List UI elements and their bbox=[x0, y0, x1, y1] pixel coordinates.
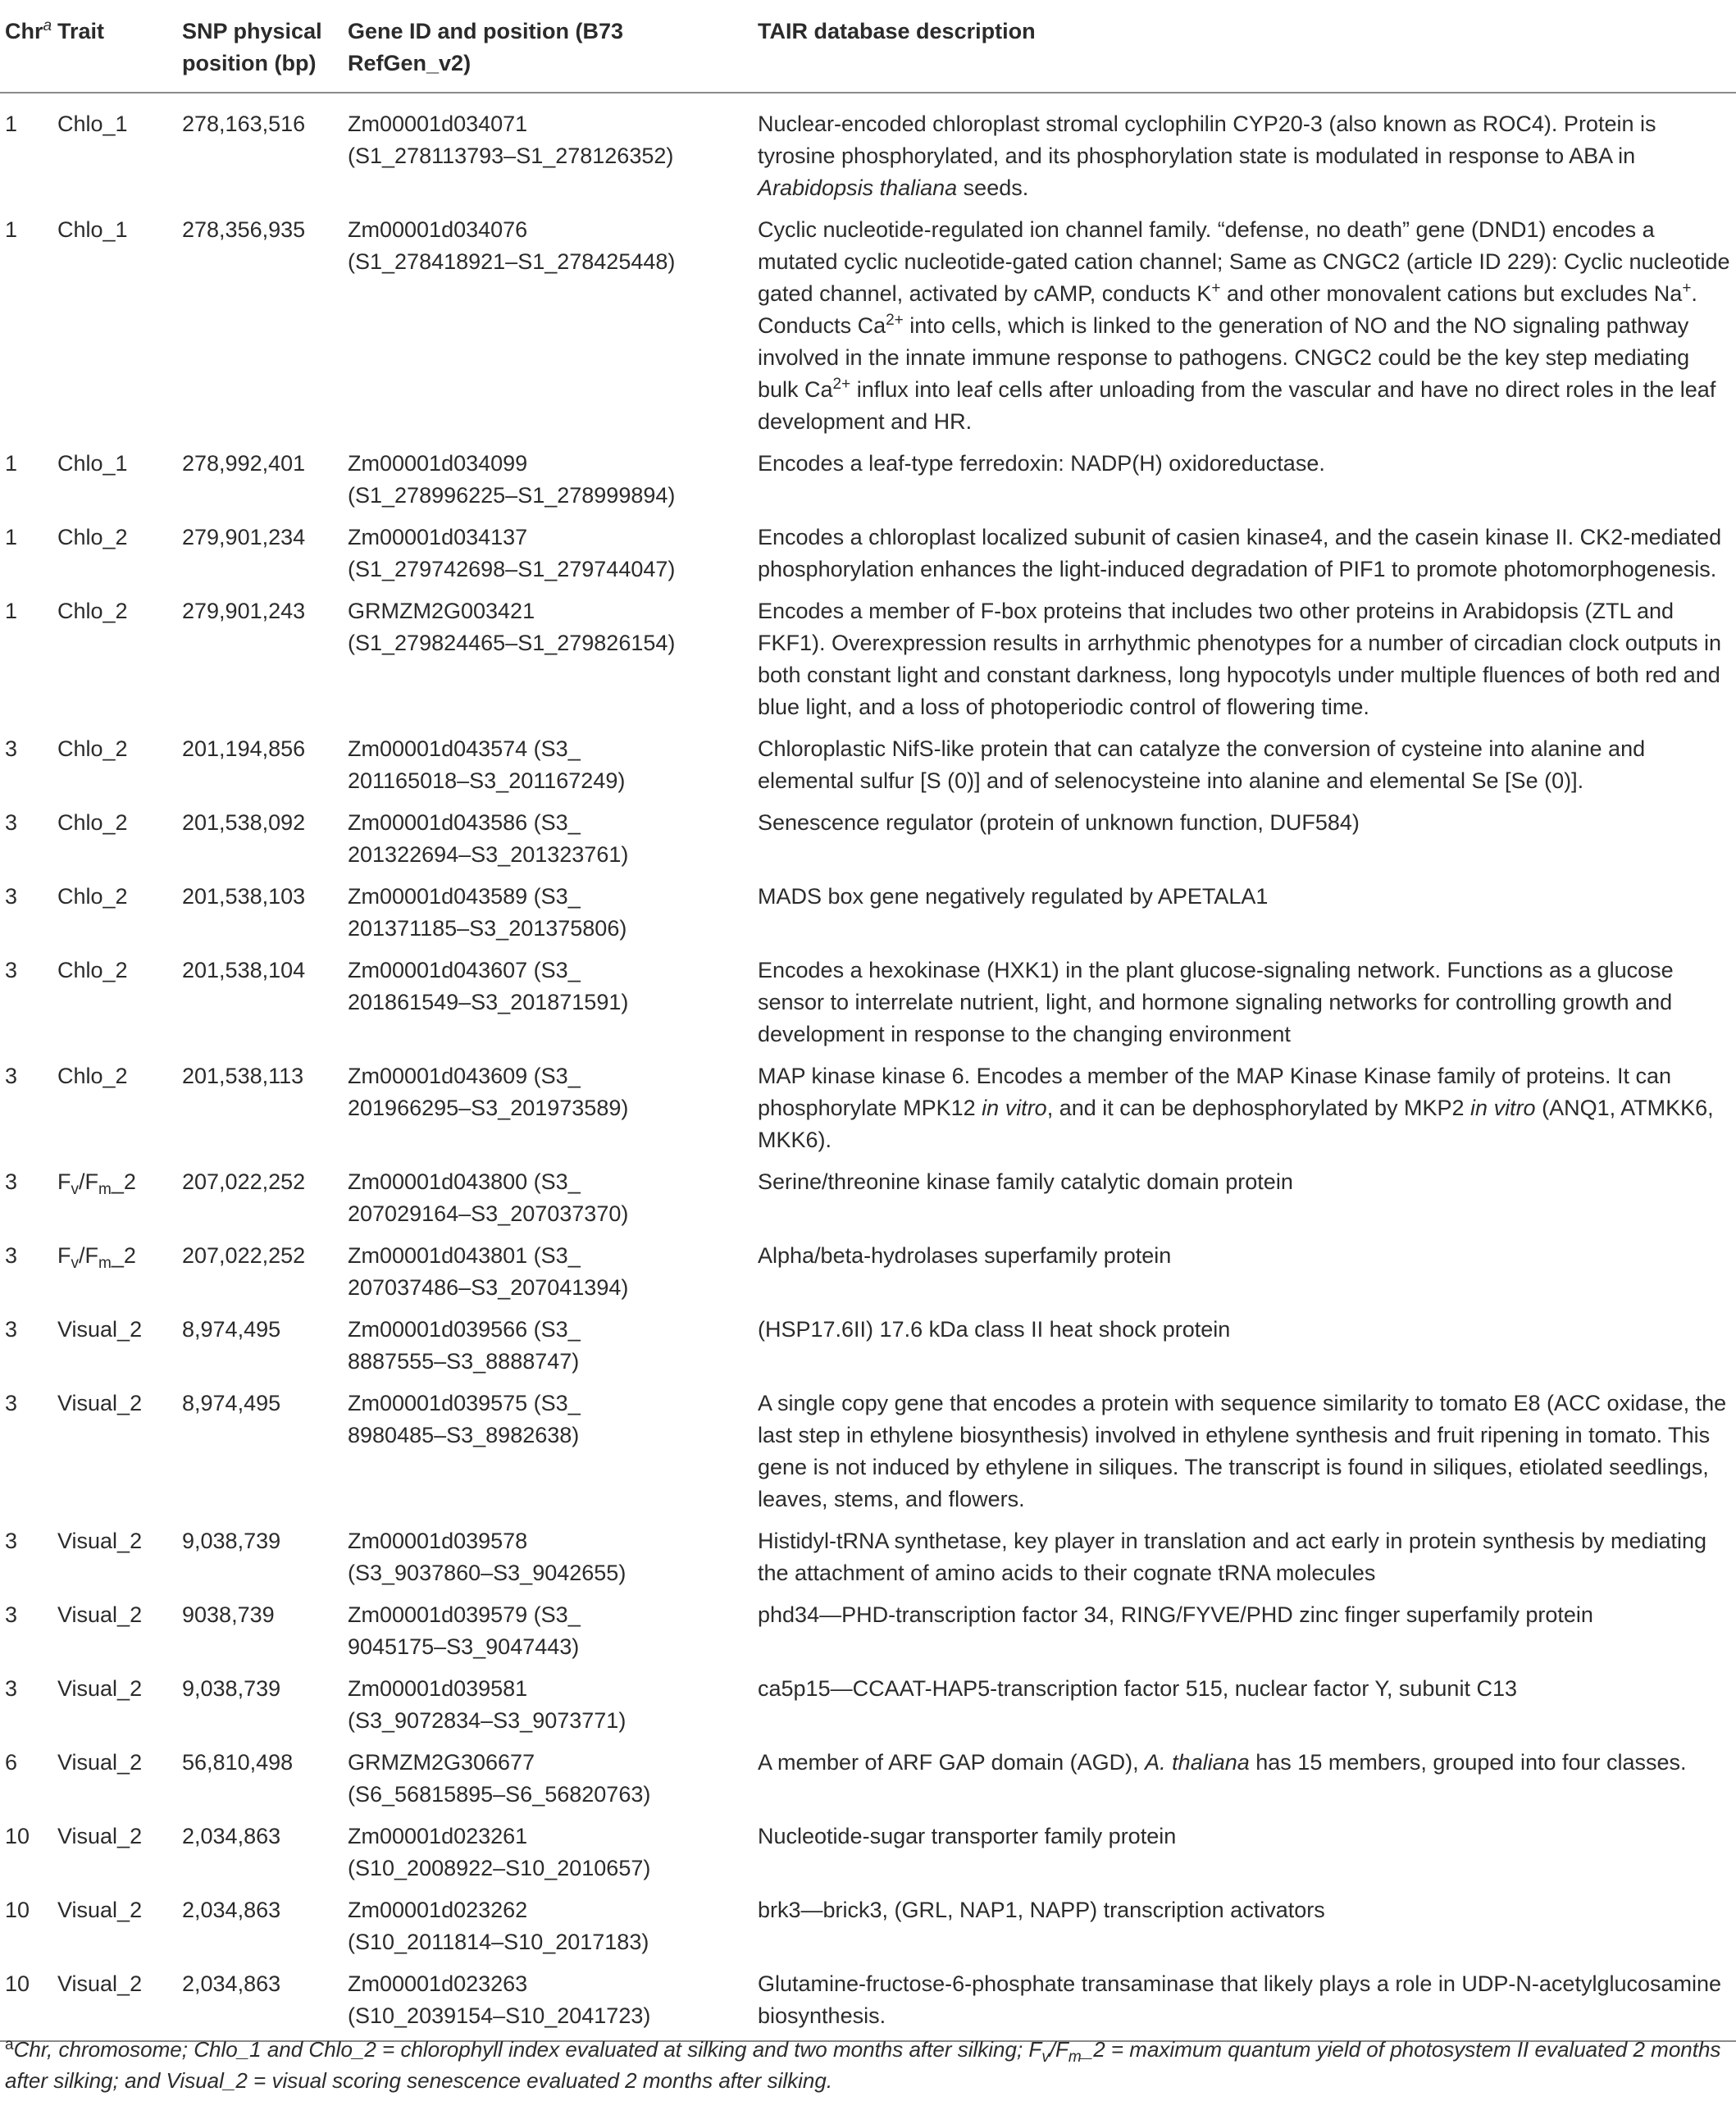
gene-position: (S10_2039154–S10_2041723) bbox=[348, 2003, 651, 2028]
gene-position: (S1_279824465–S1_279826154) bbox=[348, 631, 676, 655]
cell-description: MAP kinase kinase 6. Encodes a member of the MAP Kinase Kinase family of proteins. It can phosphorylate MPK12 in vitro, and it can be dephosphorylated by MKP2 in vitro (ANQ1, ATMKK6, MKK6). bbox=[758, 1064, 1714, 1152]
cell-chr: 3 bbox=[5, 1064, 18, 1088]
cell-chr: 1 bbox=[5, 525, 18, 549]
gene-position: 9045175–S3_9047443) bbox=[348, 1634, 580, 1659]
gene-position: 8980485–S3_8982638) bbox=[348, 1423, 580, 1447]
cell-description: Encodes a chloroplast localized subunit of casien kinase4, and the casein kinase II. CK2-mediated phosphorylation enhances the light-induced degradation of PIF1 to promote photomorphogenesis. bbox=[758, 525, 1722, 581]
gene-id: Zm00001d043574 (S3_ bbox=[348, 736, 581, 761]
cell-gene bbox=[341, 1599, 751, 1673]
cell-description: MADS box gene negatively regulated by APETALA1 bbox=[758, 884, 1269, 909]
cell-trait: Chlo_1 bbox=[57, 217, 128, 242]
cell-chr: 1 bbox=[5, 599, 18, 623]
cell-chr: 3 bbox=[5, 1317, 18, 1342]
gene-position: (S10_2011814–S10_2017183) bbox=[348, 1930, 649, 1954]
cell-trait: Chlo_2 bbox=[57, 884, 128, 909]
cell-description: Cyclic nucleotide-regulated ion channel family. “defense, no death” gene (DND1) encodes a mutated cyclic nucleotide-gated cation channel; Same as CNGC2 (article ID 229): Cyclic nucleotide gated channel, activated by cAMP, conducts K+ and other monovalent cations but excludes Na+. Conducts $Ca^{2+}$ into cells, which is linked to the generation of NO and the NO signaling pathway involved in the innate immune response to pathogens. CNGC2 could be the key step mediating bulk $Ca^{2+}$ influx into leaf cells after unloading from the vascular and have no direct roles in the leaf development and HR. bbox=[758, 217, 1730, 434]
table-row bbox=[0, 1821, 1736, 1894]
gene-id: Zm00001d023261 bbox=[348, 1824, 528, 1848]
cell-chr: 3 bbox=[5, 810, 18, 835]
table-row bbox=[0, 1673, 1736, 1747]
cell-snp-position: 2,034,863 bbox=[175, 1968, 341, 2041]
cell-chr: 3 bbox=[5, 1676, 18, 1701]
gene-position: (S1_278418921–S1_278425448) bbox=[348, 249, 676, 274]
table-row bbox=[0, 955, 1736, 1060]
cell-gene bbox=[341, 1821, 751, 1894]
gene-position: (S10_2008922–S10_2010657) bbox=[348, 1856, 651, 1880]
cell-chr: 10 bbox=[5, 1824, 30, 1848]
cell-chr: 3 bbox=[5, 884, 18, 909]
table-footnote: $^a$Chr, chromosome; Chlo_1 and Chlo_2 = chlorophyll index evaluated at silking and two months after silking; $F_v/F_m\_2$ = maximum quantum yield of photosystem II evaluated 2 months after silking; and Visual_2 = visual scoring senescence evaluated 2 months after silking. bbox=[5, 2036, 1721, 2093]
cell-gene bbox=[341, 93, 751, 214]
cell-trait: Visual_2 bbox=[57, 1824, 143, 1848]
gene-position: 201371185–S3_201375806) bbox=[348, 916, 627, 941]
table-row bbox=[0, 1388, 1736, 1525]
cell-trait: Visual_2 bbox=[57, 1529, 143, 1553]
cell-description: Encodes a hexokinase (HXK1) in the plant glucose-signaling network. Functions as a glucose sensor to interrelate nutrient, light, and hormone signaling networks for controlling growth and development in response to the changing environment bbox=[758, 958, 1674, 1046]
gene-id: Zm00001d034137 bbox=[348, 525, 528, 549]
cell-chr: 10 bbox=[5, 1898, 30, 1922]
gene-id: Zm00001d043609 (S3_ bbox=[348, 1064, 581, 1088]
cell-trait: Chlo_2 bbox=[57, 525, 128, 549]
cell-snp-position: 207,022,252 bbox=[182, 1169, 306, 1194]
cell-gene bbox=[341, 733, 751, 807]
cell-trait: $F_v/F_m\_2$ bbox=[57, 1243, 136, 1272]
gene-position: (S1_278113793–S1_278126352) bbox=[348, 144, 674, 168]
cell-snp-position: 279,901,243 bbox=[182, 599, 306, 623]
table-row bbox=[0, 1060, 1736, 1166]
cell-description: ca5p15—CCAAT-HAP5-transcription factor 515, nuclear factor Y, subunit C13 bbox=[758, 1676, 1517, 1701]
cell-gene bbox=[341, 1060, 751, 1166]
header-gene-id: Gene ID and position (B73 RefGen_v2) bbox=[341, 0, 751, 93]
gene-id: Zm00001d023262 bbox=[348, 1898, 528, 1922]
cell-gene bbox=[341, 1388, 751, 1525]
table-row bbox=[0, 733, 1736, 807]
gene-position: (S1_278996225–S1_278999894) bbox=[348, 483, 676, 508]
table-body bbox=[0, 93, 1736, 2041]
cell-chr: 3 bbox=[5, 1529, 18, 1553]
cell-chr: 6 bbox=[5, 1750, 18, 1775]
cell-snp-position: 278,163,516 bbox=[182, 112, 306, 136]
cell-snp-position: 278,356,935 bbox=[182, 217, 306, 242]
cell-description: Chloroplastic NifS-like protein that can catalyze the conversion of cysteine into alanine and elemental sulfur [S (0)] and of selenocysteine into alanine and elemental Se [Se (0)]. bbox=[758, 736, 1646, 793]
gene-position: 207029164–S3_207037370) bbox=[348, 1201, 629, 1226]
gene-id: Zm00001d023263 bbox=[348, 1971, 528, 1996]
cell-snp-position: 278,992,401 bbox=[182, 451, 306, 476]
cell-gene bbox=[341, 1314, 751, 1388]
table-header bbox=[0, 0, 1736, 93]
gene-id: Zm00001d034099 bbox=[348, 451, 528, 476]
cell-trait: $F_v/F_m\_2$ bbox=[57, 1169, 136, 1198]
cell-snp-position: 2,034,863 bbox=[182, 1898, 281, 1922]
cell-chr: 3 bbox=[5, 1391, 18, 1415]
gene-id: GRMZM2G003421 bbox=[348, 599, 535, 623]
cell-gene bbox=[341, 448, 751, 522]
table-row bbox=[0, 1240, 1736, 1314]
gene-position: 201165018–S3_201167249) bbox=[348, 768, 626, 793]
table-row bbox=[0, 1314, 1736, 1388]
gene-id: Zm00001d039575 (S3_ bbox=[348, 1391, 581, 1415]
gene-id: Zm00001d039581 bbox=[348, 1676, 528, 1701]
header-snp-position: SNP physical position (bp) bbox=[175, 0, 341, 93]
gene-position: 207037486–S3_207041394) bbox=[348, 1275, 629, 1300]
cell-snp-position: 9,038,739 bbox=[182, 1529, 281, 1553]
cell-chr: 1 bbox=[5, 217, 18, 242]
cell-trait: Chlo_2 bbox=[57, 736, 128, 761]
cell-snp-position: 201,194,856 bbox=[182, 736, 306, 761]
table-row bbox=[0, 214, 1736, 448]
header-tair-description: TAIR database description bbox=[751, 0, 1736, 93]
cell-gene bbox=[341, 1894, 751, 1968]
cell-description: Glutamine-fructose-6-phosphate transaminase that likely plays a role in UDP-N-acetylglucosamine biosynthesis. bbox=[751, 1968, 1736, 2041]
cell-snp-position: 8,974,495 bbox=[182, 1391, 281, 1415]
cell-snp-position: 9,038,739 bbox=[182, 1676, 281, 1701]
cell-description: A member of ARF GAP domain (AGD), A. thaliana has 15 members, grouped into four classes. bbox=[758, 1750, 1687, 1775]
table-row bbox=[0, 522, 1736, 595]
cell-trait: Visual_2 bbox=[57, 1391, 143, 1415]
table-row bbox=[0, 93, 1736, 214]
cell-snp-position: 201,538,113 bbox=[182, 1064, 304, 1088]
cell-gene bbox=[341, 1747, 751, 1821]
gene-position: 8887555–S3_8888747) bbox=[348, 1349, 580, 1374]
cell-gene bbox=[341, 595, 751, 733]
gene-id: Zm00001d034071 bbox=[348, 112, 528, 136]
cell-trait: Chlo_2 bbox=[57, 958, 128, 982]
cell-description: brk3—brick3, (GRL, NAP1, NAPP) transcription activators bbox=[758, 1898, 1325, 1922]
gene-position: 201322694–S3_201323761) bbox=[348, 842, 629, 867]
gene-id: Zm00001d039579 (S3_ bbox=[348, 1602, 581, 1627]
cell-snp-position: 9038,739 bbox=[182, 1602, 275, 1627]
table-row bbox=[0, 1166, 1736, 1240]
gene-id: Zm00001d043607 (S3_ bbox=[348, 958, 581, 982]
gene-id: Zm00001d043586 (S3_ bbox=[348, 810, 581, 835]
gene-position: (S3_9037860–S3_9042655) bbox=[348, 1561, 627, 1585]
cell-trait: Chlo_1 bbox=[57, 112, 128, 136]
gene-id: Zm00001d039566 (S3_ bbox=[348, 1317, 581, 1342]
gene-position: 201861549–S3_201871591) bbox=[348, 990, 629, 1014]
table-row bbox=[0, 1968, 1736, 2041]
header-trait: Trait bbox=[51, 0, 175, 93]
cell-chr: 3 bbox=[5, 736, 18, 761]
gene-id: Zm00001d043800 (S3_ bbox=[348, 1169, 581, 1194]
cell-snp-position: 201,538,103 bbox=[182, 884, 306, 909]
cell-trait: Chlo_1 bbox=[57, 451, 128, 476]
cell-trait: Chlo_2 bbox=[57, 1064, 128, 1088]
cell-chr: 3 bbox=[5, 1602, 18, 1627]
gene-id: Zm00001d043589 (S3_ bbox=[348, 884, 581, 909]
table-row bbox=[0, 807, 1736, 881]
cell-snp-position: 201,538,092 bbox=[182, 810, 306, 835]
cell-description: Histidyl-tRNA synthetase, key player in translation and act early in protein synthesis by mediating the attachment of amino acids to their cognate tRNA molecules bbox=[758, 1529, 1707, 1585]
cell-snp-position: 56,810,498 bbox=[182, 1750, 294, 1775]
table-row bbox=[0, 595, 1736, 733]
cell-description: Serine/threonine kinase family catalytic domain protein bbox=[758, 1169, 1293, 1194]
cell-trait: Chlo_2 bbox=[57, 599, 128, 623]
cell-gene bbox=[341, 955, 751, 1060]
table-row bbox=[0, 448, 1736, 522]
table-row bbox=[0, 1525, 1736, 1599]
cell-description: (HSP17.6II) 17.6 kDa class II heat shock protein bbox=[758, 1317, 1231, 1342]
cell-chr: 3 bbox=[5, 958, 18, 982]
gene-position: (S1_279742698–S1_279744047) bbox=[348, 557, 676, 581]
gene-id: Zm00001d039578 bbox=[348, 1529, 528, 1553]
header-chr: Chr$^a$ bbox=[0, 0, 51, 93]
table-row bbox=[0, 1894, 1736, 1968]
cell-description: Nucleotide-sugar transporter family protein bbox=[758, 1824, 1177, 1848]
gene-id: Zm00001d034076 bbox=[348, 217, 528, 242]
gene-position: (S3_9072834–S3_9073771) bbox=[348, 1708, 627, 1733]
cell-chr: 10 bbox=[0, 1968, 51, 2041]
gene-position: (S6_56815895–S6_56820763) bbox=[348, 1782, 651, 1807]
cell-chr: 3 bbox=[5, 1169, 18, 1194]
cell-gene bbox=[341, 1673, 751, 1747]
cell-description: Senescence regulator (protein of unknown function, DUF584) bbox=[758, 810, 1360, 835]
cell-gene bbox=[341, 214, 751, 448]
cell-description: Alpha/beta-hydrolases superfamily protein bbox=[758, 1243, 1172, 1268]
cell-chr: 3 bbox=[5, 1243, 18, 1268]
cell-trait: Visual_2 bbox=[57, 1898, 143, 1922]
cell-trait: Visual_2 bbox=[57, 1317, 143, 1342]
cell-snp-position: 201,538,104 bbox=[182, 958, 306, 982]
cell-gene bbox=[341, 522, 751, 595]
gene-position: 201966295–S3_201973589) bbox=[348, 1096, 629, 1120]
cell-gene bbox=[341, 1240, 751, 1314]
table-row bbox=[0, 1599, 1736, 1673]
cell-snp-position: 207,022,252 bbox=[182, 1243, 306, 1268]
gene-id: GRMZM2G306677 bbox=[348, 1750, 535, 1775]
cell-trait: Visual_2 bbox=[57, 1750, 143, 1775]
table-row bbox=[0, 1747, 1736, 1821]
cell-description: Nuclear-encoded chloroplast stromal cyclophilin CYP20-3 (also known as ROC4). Protein is tyrosine phosphorylated, and its phosphorylation state is modulated in response to ABA in Arabidopsis thaliana seeds. bbox=[758, 112, 1656, 200]
cell-trait: Visual_2 bbox=[57, 1676, 143, 1701]
cell-description: phd34—PHD-transcription factor 34, RING/FYVE/PHD zinc finger superfamily protein bbox=[758, 1602, 1593, 1627]
cell-snp-position: 2,034,863 bbox=[182, 1824, 281, 1848]
cell-gene bbox=[341, 1525, 751, 1599]
cell-chr: 1 bbox=[5, 451, 18, 476]
cell-trait: Visual_2 bbox=[57, 1602, 143, 1627]
cell-gene bbox=[341, 807, 751, 881]
cell-snp-position: 279,901,234 bbox=[182, 525, 306, 549]
cell-gene bbox=[341, 1968, 751, 2041]
cell-description: Encodes a leaf-type ferredoxin: NADP(H) oxidoreductase. bbox=[758, 451, 1325, 476]
table-row bbox=[0, 881, 1736, 955]
cell-gene bbox=[341, 1166, 751, 1240]
cell-trait: Chlo_2 bbox=[57, 810, 128, 835]
cell-trait: Visual_2 bbox=[51, 1968, 175, 2041]
cell-snp-position: 8,974,495 bbox=[182, 1317, 281, 1342]
gene-id: Zm00001d043801 (S3_ bbox=[348, 1243, 581, 1268]
cell-description: A single copy gene that encodes a protein with sequence similarity to tomato E8 (ACC oxidase, the last step in ethylene biosynthesis) involved in ethylene synthesis and fruit ripening in tomato. This gene is not induced by ethylene in siliques. The transcript is found in siliques, etiolated seedlings, leaves, stems, and flowers. bbox=[758, 1391, 1727, 1511]
cell-chr: 1 bbox=[5, 112, 18, 136]
cell-gene bbox=[341, 881, 751, 955]
cell-description: Encodes a member of F-box proteins that includes two other proteins in Arabidopsis (ZTL and FKF1). Overexpression results in arrhythmic phenotypes for a number of circadian clock outputs in both constant light and constant darkness, long hypocotyls under multiple fluences of both red and blue light, and a loss of photoperiodic control of flowering time. bbox=[758, 599, 1722, 719]
